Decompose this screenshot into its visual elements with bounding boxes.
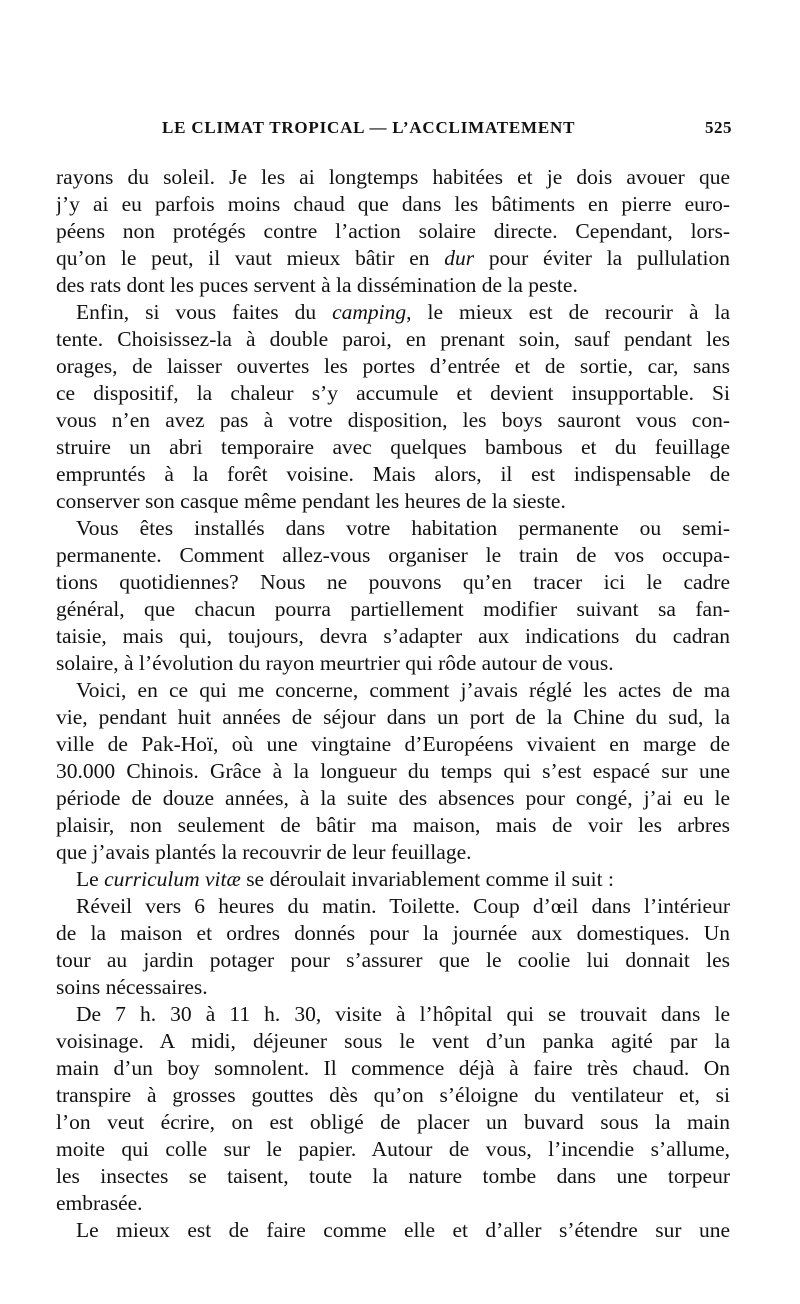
text-line: taisie, mais qui, toujours, devra s’adapter aux indications du cadran — [56, 624, 730, 648]
text-line: des rats dont les puces servent à la dissémination de la peste. — [56, 273, 578, 297]
text-line: Réveil vers 6 heures du matin. Toilette. Coup d’œil dans l’intérieur — [76, 894, 730, 918]
text-line: De 7 h. 30 à 11 h. 30, visite à l’hôpital qui se trouvait dans le — [76, 1002, 730, 1026]
text-line: période de douze années, à la suite des absences pour congé, j’ai eu le — [56, 786, 730, 810]
text-line: Vous êtes installés dans votre habitation permanente ou semi- — [76, 516, 730, 540]
text-line: orages, de laisser ouvertes les portes d’entrée et de sortie, car, sans — [56, 354, 730, 378]
italic-term: dur — [444, 246, 475, 270]
text-line: struire un abri temporaire avec quelques bambous et du feuillage — [56, 435, 730, 459]
text-line: j’y ai eu parfois moins chaud que dans les bâtiments en pierre euro- — [56, 192, 730, 216]
text-line: permanente. Comment allez-vous organiser le train de vos occupa- — [56, 543, 730, 567]
running-head-title: LE CLIMAT TROPICAL — L’ACCLIMATEMENT — [162, 118, 576, 137]
text-line: conserver son casque même pendant les heures de la sieste. — [56, 489, 566, 513]
text-line: ce dispositif, la chaleur s’y accumule et devient insupportable. Si — [56, 381, 730, 405]
text-line: empruntés à la forêt voisine. Mais alors, il est indispensable de — [56, 462, 730, 486]
text-line: péens non protégés contre l’action solaire directe. Cependant, lors- — [56, 219, 730, 243]
text-line: rayons du soleil. Je les ai longtemps habitées et je dois avouer que — [56, 165, 730, 189]
text-line: ville de Pak-Hoï, où une vingtaine d’Européens vivaient en marge de — [56, 732, 730, 756]
text-line: Voici, en ce qui me concerne, comment j’avais réglé les actes de ma — [76, 678, 730, 702]
text-line: de la maison et ordres donnés pour la journée aux domestiques. Un — [56, 921, 730, 945]
text-line: tente. Choisissez-la à double paroi, en prenant soin, sauf pendant les — [56, 327, 730, 351]
text-line: voisinage. A midi, déjeuner sous le vent d’un panka agité par la — [56, 1029, 730, 1053]
text-line: 30.000 Chinois. Grâce à la longueur du temps qui s’est espacé sur une — [56, 759, 730, 783]
text-line: moite qui colle sur le papier. Autour de vous, l’incendie s’allume, — [56, 1137, 730, 1161]
text-line: Le curriculum vitæ se déroulait invariablement comme il suit : — [76, 867, 614, 891]
text-line: l’on veut écrire, on est obligé de placer un buvard sous la main — [56, 1110, 730, 1134]
text-line: embrasée. — [56, 1191, 143, 1215]
text-line: vie, pendant huit années de séjour dans un port de la Chine du sud, la — [56, 705, 730, 729]
text-line: transpire à grosses gouttes dès qu’on s’éloigne du ventilateur et, si — [56, 1083, 730, 1107]
text-line: soins nécessaires. — [56, 975, 208, 999]
running-head — [56, 118, 732, 144]
text-line: main d’un boy somnolent. Il commence déjà à faire très chaud. On — [56, 1056, 730, 1080]
text-line: Enfin, si vous faites du camping, le mieux est de recourir à la — [76, 300, 730, 324]
text-line: que j’avais plantés la recouvrir de leur feuillage. — [56, 840, 472, 864]
italic-term: curriculum vitæ — [104, 867, 241, 891]
text-line: Le mieux est de faire comme elle et d’aller s’étendre sur une — [76, 1218, 730, 1242]
text-line: solaire, à l’évolution du rayon meurtrier qui rôde autour de vous. — [56, 651, 614, 675]
italic-term: camping — [332, 300, 407, 324]
text-line: les insectes se taisent, toute la nature tombe dans une torpeur — [56, 1164, 730, 1188]
body-text — [56, 164, 730, 1244]
text-line: qu’on le peut, il vaut mieux bâtir en dur pour éviter la pullulation — [56, 246, 730, 270]
text-line: vous n’en avez pas à votre disposition, les boys sauront vous con- — [56, 408, 730, 432]
text-line: général, que chacun pourra partiellement modifier suivant sa fan- — [56, 597, 730, 621]
text-line: tions quotidiennes? Nous ne pouvons qu’en tracer ici le cadre — [56, 570, 730, 594]
text-line: plaisir, non seulement de bâtir ma maison, mais de voir les arbres — [56, 813, 730, 837]
text-line: tour au jardin potager pour s’assurer que le coolie lui donnait les — [56, 948, 730, 972]
page-number: 525 — [705, 118, 732, 137]
